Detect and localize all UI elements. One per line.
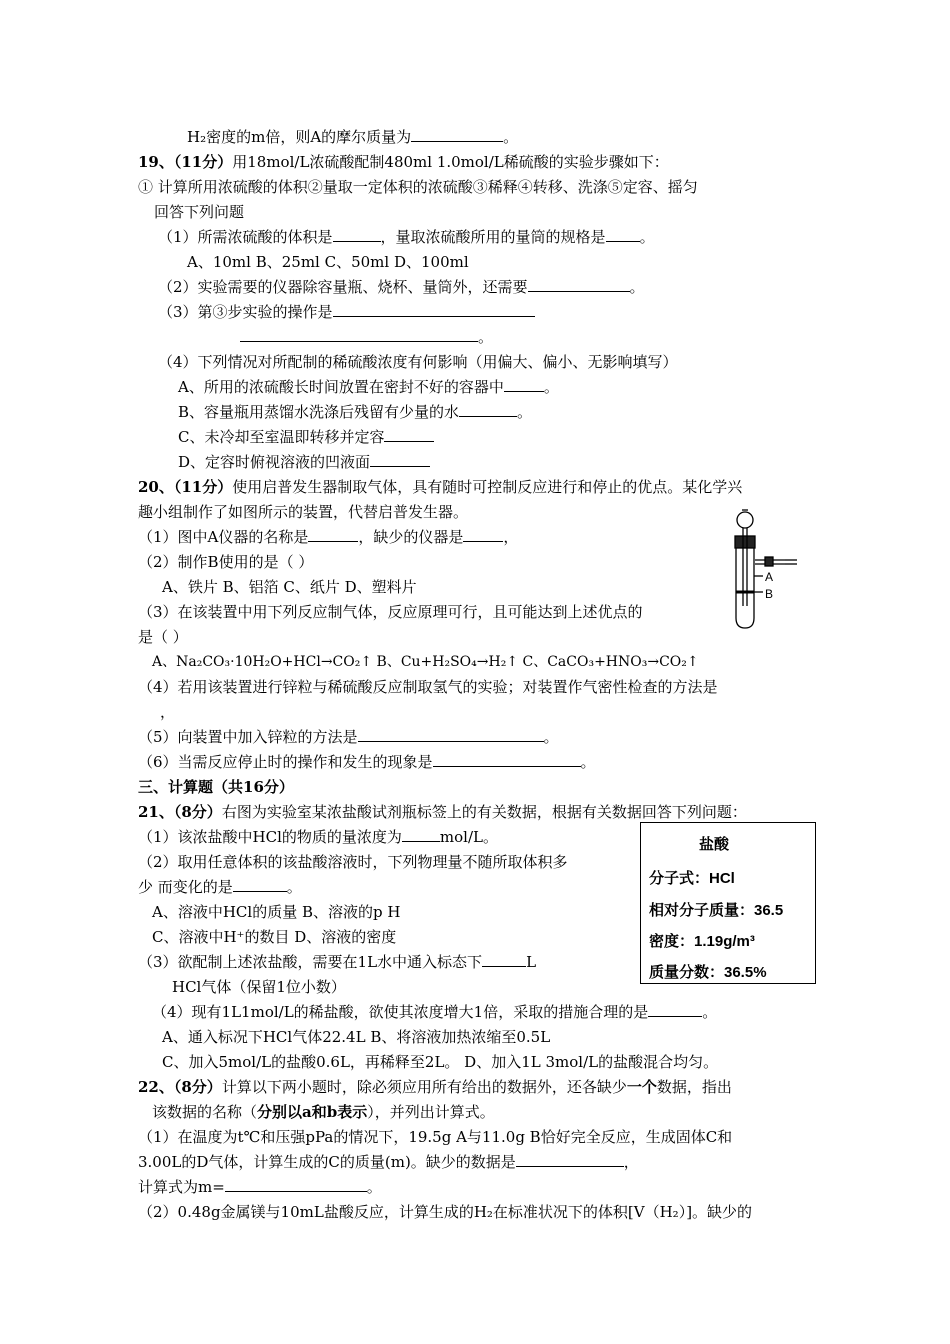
label-formula: 分子式：HCl [649,870,735,887]
q20-part4: （4）若用该装置进行锌粒与稀硫酸反应制取氢气的实验；对装置作气密性检查的方法是 [138,678,718,696]
q19-part3-cont: 。 [240,327,493,347]
q22-part1-formula: 计算式为m= 。 [138,1178,382,1196]
q19-instruction: 回答下列问题 [154,203,245,221]
q20-part2: （2）制作B使用的是（ ） [138,553,314,571]
q20-part1: （1）图中A仪器的名称是 ，缺少的仪器是 ， [138,528,519,546]
q21-part4: （4）现有1L1mol/L的稀盐酸，欲使其浓度增大1倍，采取的措施合理的是 。 [152,1003,718,1021]
q21-part3-cont: HCl气体（保留1位小数） [172,978,346,996]
label-mass-fraction: 质量分数：36.5% [649,964,767,981]
q21-part2-cd: C、溶液中H⁺的数目 D、溶液的密度 [152,928,397,946]
funnel-bulb [737,512,753,528]
q19-part3: （3）第③步实验的操作是 [158,302,535,322]
q20-part3: （3）在该装置中用下列反应制气体，反应原理可行，且可能达到上述优点的 [138,603,643,621]
clamp [765,557,773,566]
q20-part2-options: A、铁片 B、铝箔 C、纸片 D、塑料片 [162,578,417,596]
q21-heading: 21、（8分）右图为实验室某浓盐酸试剂瓶标签上的有关数据，根据有关数据回答下列问题： [138,803,747,821]
q21-part3: （3）欲配制上述浓盐酸，需要在1L水中通入标态下 L [138,953,537,971]
q20-heading: 20、（11分）使用启普发生器制取气体，具有随时可控制反应进行和停止的优点。某化学兴 [138,478,743,496]
label-density: 密度：1.19g/m³ [649,933,755,950]
section3-heading: 三、计算题（共16分） [138,778,294,796]
q19-part4: （4）下列情况对所配制的稀硫酸浓度有何影响（用偏大、偏小、无影响填写） [158,353,678,371]
q20-part5: （5）向装置中加入锌粒的方法是 。 [138,728,559,746]
q21-part4-ab: A、通入标况下HCl气体22.4L B、将溶液加热浓缩至0.5L [162,1028,551,1046]
q22-part1: （1）在温度为t℃和压强pPa的情况下，19.5g A与11.0g B恰好完全反应，生成固体C和 [138,1128,733,1146]
q19-steps: ① 计算所用浓硫酸的体积②量取一定体积的浓硫酸③稀释④转移、洗涤⑤定容、摇匀 [138,178,698,196]
q21-part2: （2）取用任意体积的该盐酸溶液时，下列物理量不随所取体积多 [138,853,568,871]
q20-heading-cont: 趣小组制作了如图所示的装置，代替启普发生器。 [138,503,469,521]
q19-part4-b: B、容量瓶用蒸馏水洗涤后残留有少量的水 。 [178,403,533,421]
q21-part2-cont: 少 而变化的是 。 [138,878,302,896]
test-tube [736,548,754,628]
reagent-label [640,822,816,984]
q19-part4-c: C、未冷却至室温即转移并定容 [178,427,434,447]
q19-part4-d: D、定容时俯视溶液的凹液面 [178,452,430,472]
label-b: B [765,587,774,601]
q20-part3-cont: 是（ ） [138,628,188,646]
q22-heading-cont: 该数据的名称（分别以a和b表示），并列出计算式。 [152,1103,495,1121]
q20-part6: （6）当需反应停止时的操作和发生的现象是 。 [138,753,596,771]
q21-part2-ab: A、溶液中HCl的质量 B、溶液的p H [152,903,401,921]
q19-part2: （2）实验需要的仪器除容量瓶、烧杯、量筒外，还需要 。 [158,278,645,296]
q21-part4-cd: C、加入5mol/L的盐酸0.6L，再稀释至2L。 D、加入1L 3mol/L的盐酸混合均匀。 [162,1053,719,1071]
q22-heading: 22、（8分）计算以下两小题时，除必须应用所有给出的数据外，还各缺少一个数据，指出 [138,1078,732,1096]
q22-part1-cont: 3.00L的D气体，计算生成的C的质量(m)。缺少的数据是 ， [138,1153,639,1171]
q22-part2: （2）0.48g金属镁与10mL盐酸反应，计算生成的H₂在标准状况下的体积[V（H₂）]。缺少的 [138,1203,753,1221]
q20-part3-options: A、Na₂CO₃·10H₂O+HCl→CO₂↑ B、Cu+H₂SO₄→H₂↑ C、CaCO₃+HNO₃→CO₂↑ [152,654,699,670]
q19-part4-a: A、所用的浓硫酸长时间放置在密封不好的容器中 。 [178,378,559,396]
q19-part1-options: A、10ml B、25ml C、50ml D、100ml [187,253,469,271]
q19-heading: 19、（11分）用18mol/L浓硫酸配制480ml 1.0mol/L稀硫酸的实验步骤如下： [138,153,669,171]
label-a: A [765,570,774,584]
q21-part1: （1）该浓盐酸中HCl的物质的量浓度为 mol/L。 [138,828,498,846]
apparatus-figure [725,506,815,630]
q18-tail-line: H₂密度的m倍，则A的摩尔质量为 。 [187,128,519,146]
q19-part1: （1）所需浓硫酸的体积是 ，量取浓硫酸所用的量筒的规格是 。 [158,228,655,246]
label-title: 盐酸 [699,836,730,853]
label-molar-mass: 相对分子质量：36.5 [649,902,784,919]
stopper [735,536,755,548]
q20-part4-cont: ， [160,703,176,721]
